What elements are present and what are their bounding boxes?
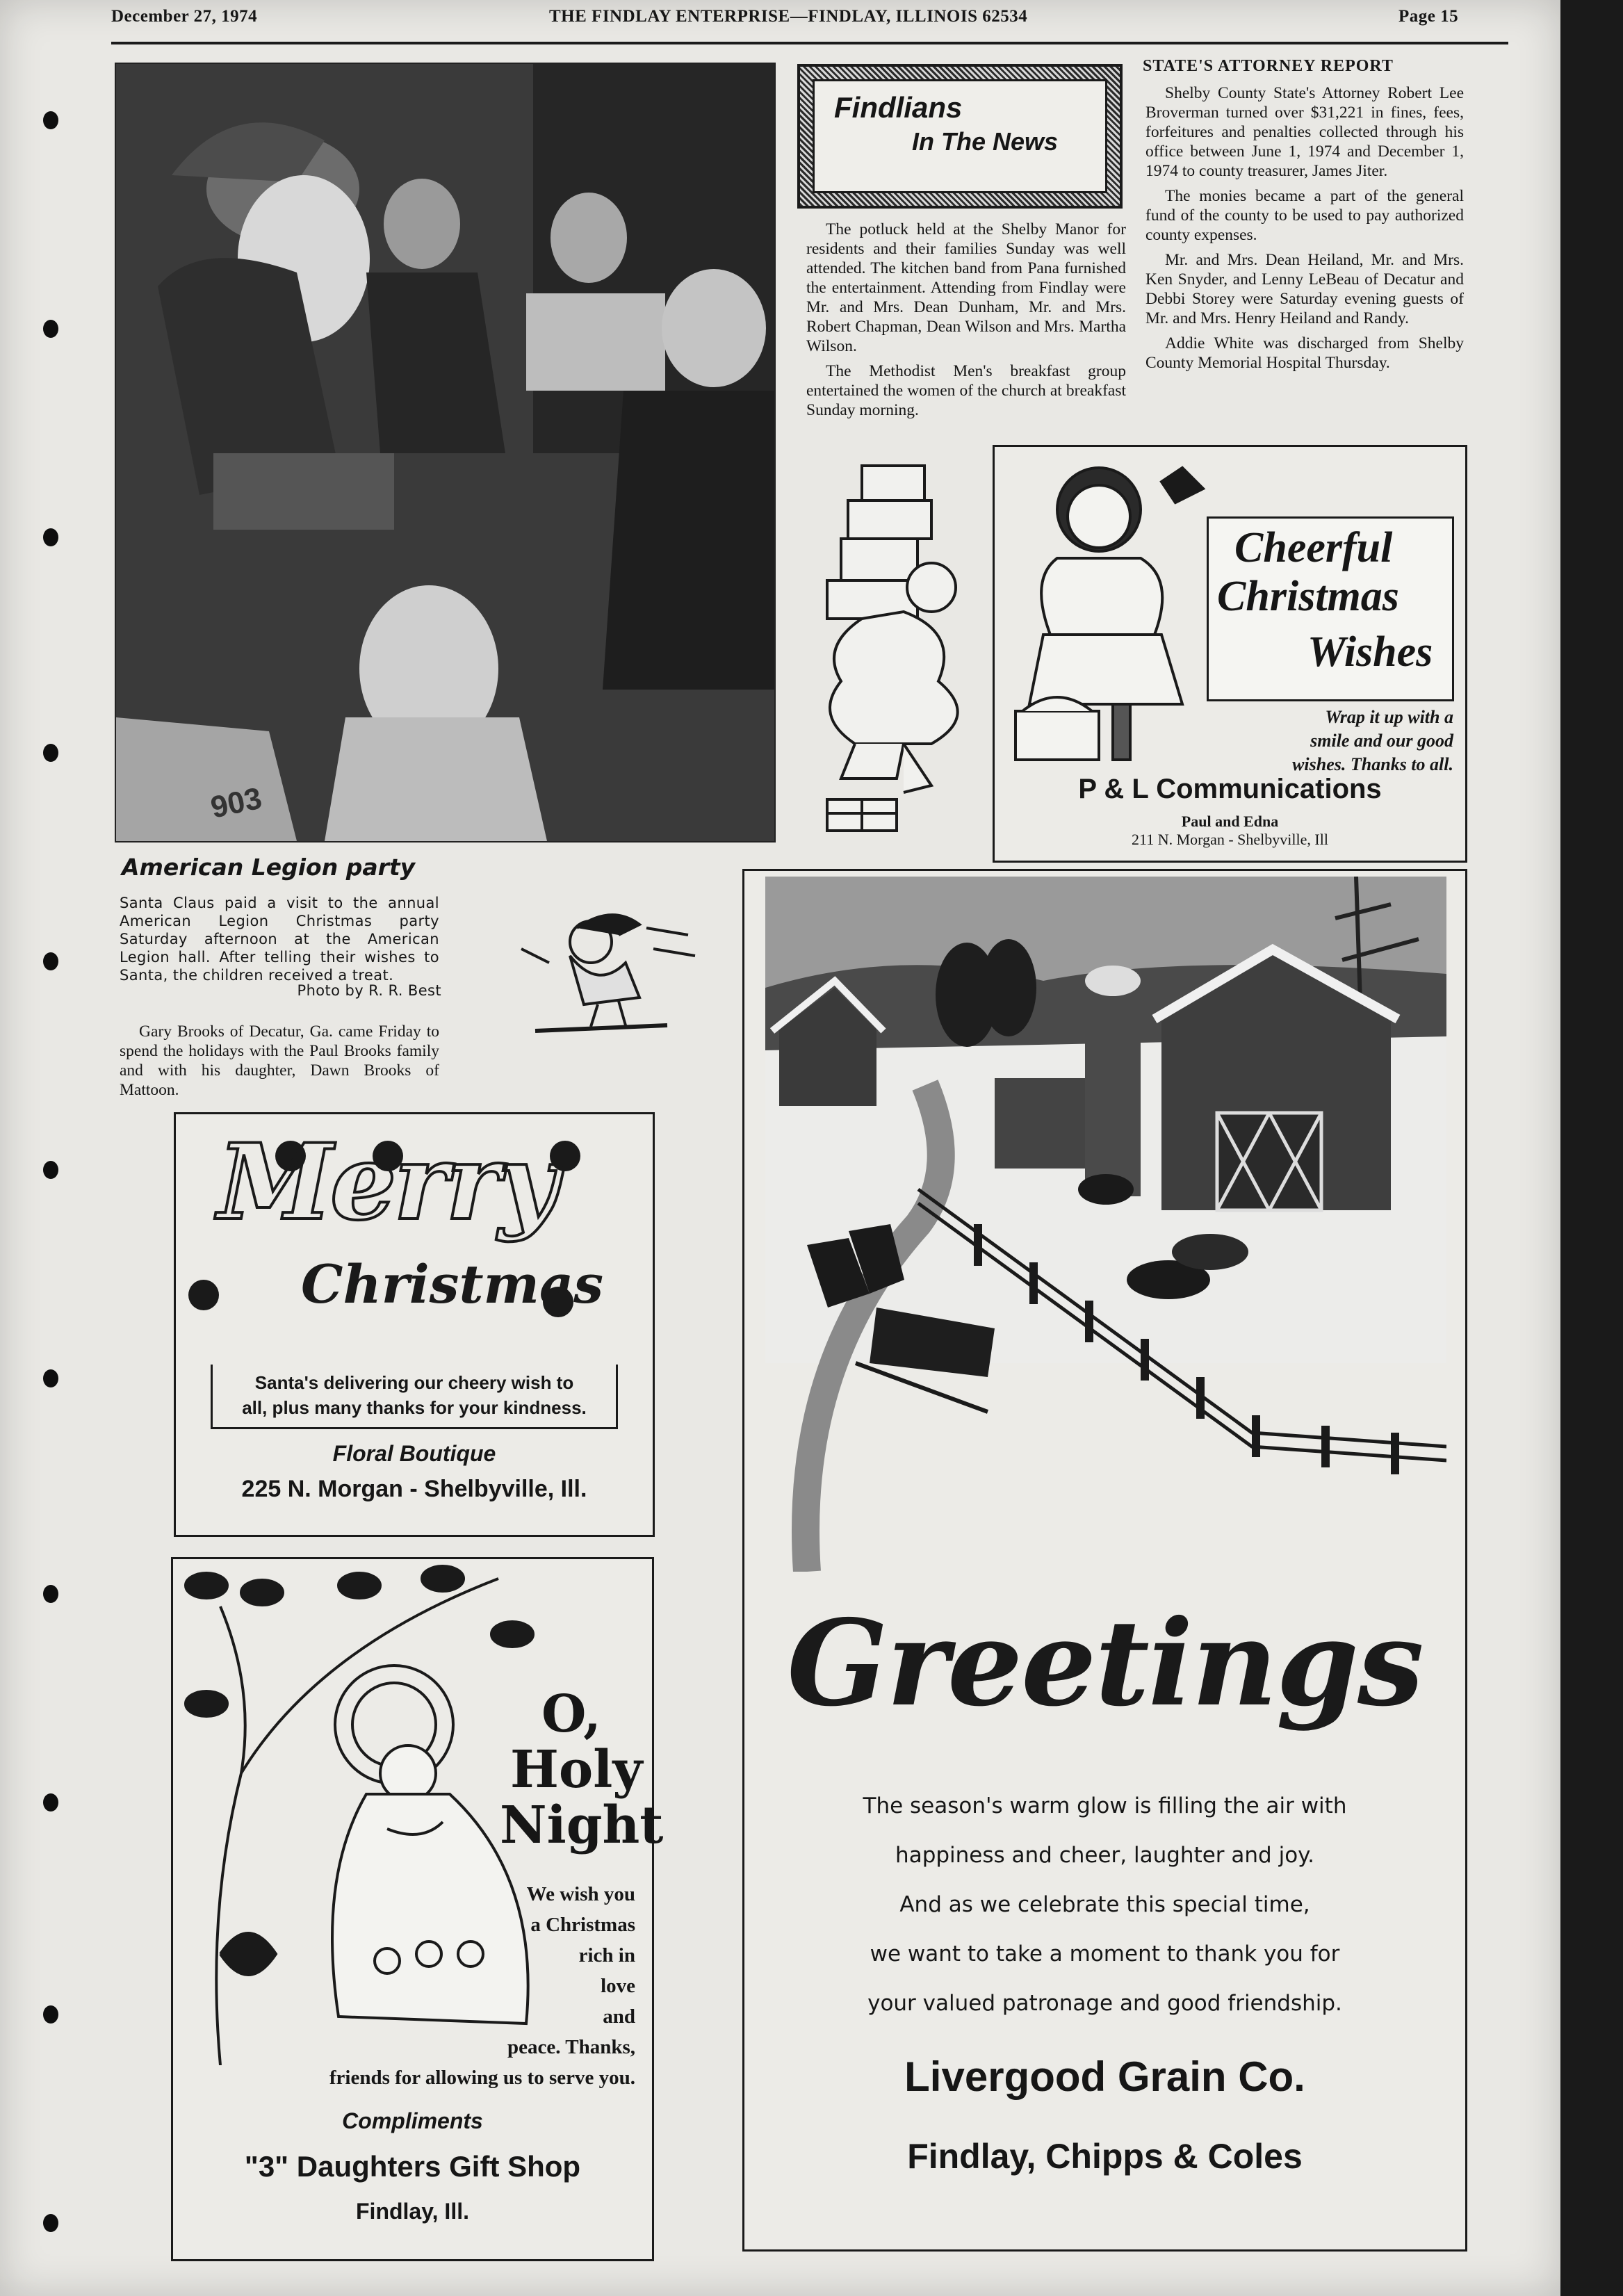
floral-boutique-ad xyxy=(174,1112,655,1537)
binder-hole xyxy=(43,111,58,129)
greeting-line: The season's warm glow is filling the air with xyxy=(863,1793,1347,1818)
pl-tagline-line: Wrap it up with a xyxy=(1325,707,1453,727)
photo-story-caption: Santa Claus paid a visit to the annual American Legion Christmas party Saturday afternoon at the American Legion hall. After telling their wishes to Santa, the children received a treat. xyxy=(120,895,439,984)
holy-night-title-3: Night xyxy=(500,1796,664,1855)
pl-script-line3: Wishes xyxy=(1307,628,1433,676)
floral-tagline-line: all, plus many thanks for your kindness. xyxy=(242,1397,587,1418)
binder-hole xyxy=(43,1585,58,1603)
daughters-message xyxy=(329,1879,635,2093)
daughters-gift-shop-ad xyxy=(171,1557,664,2261)
pl-tagline-line: wishes. Thanks to all. xyxy=(1292,754,1453,774)
binder-hole xyxy=(43,1161,58,1179)
floral-tagline-box xyxy=(211,1365,618,1429)
states-attorney-heading: STATE'S ATTORNEY REPORT xyxy=(1143,57,1394,75)
binder-hole xyxy=(43,2214,58,2232)
floral-address: 225 N. Morgan - Shelbyville, Ill. xyxy=(241,1476,587,1502)
daughters-town: Findlay, Ill. xyxy=(356,2199,469,2224)
legion-party-photo xyxy=(115,63,776,842)
pl-communications-ad xyxy=(993,445,1467,863)
masthead-rule xyxy=(111,42,1508,44)
greeting-line: your valued patronage and good friendship. xyxy=(867,1991,1342,2016)
message-line: friends for allowing us to serve you. xyxy=(329,2067,635,2089)
message-line: peace. Thanks, xyxy=(507,2036,635,2058)
greeting-line: And as we celebrate this special time, xyxy=(899,1892,1310,1917)
binder-hole xyxy=(43,2005,58,2024)
greeting-line: we want to take a moment to thank you for xyxy=(870,1941,1340,1967)
issue-date: December 27, 1974 xyxy=(111,7,258,26)
page-number: Page 15 xyxy=(1398,7,1459,26)
attorney-paragraph: Shelby County State's Attorney Robert Lee Broverman turned over $31,221 in fines, fees, forfeitures and penalties collected through his office between June 1, 1974 and December 1, 1974 to county treasurer, James Jiter. xyxy=(1145,84,1464,180)
livergood-message xyxy=(744,1782,1465,2028)
farm-sleigh-scene-icon xyxy=(765,877,1446,1572)
findlians-column xyxy=(806,220,1126,425)
findlians-subtitle: In The News xyxy=(912,127,1059,156)
pl-tagline-line: smile and our good xyxy=(1310,731,1453,751)
greetings-title: Greetings xyxy=(787,1594,1423,1733)
findlians-title: Findlians xyxy=(834,91,963,124)
findlians-header-box xyxy=(797,64,1123,209)
santa-skiing-icon xyxy=(507,907,709,1046)
findlians-paragraph: The potluck held at the Shelby Manor for residents and their families Sunday was well attended. The kitchen band from Pana furnished the entertainment. Attending from Findlay were Mr. and Mrs. Dean Dunham, Mr. and Mrs. Robert Chapman, Dean Wilson and Mrs. Martha Wilson. xyxy=(806,220,1126,355)
pl-business-name: P & L Communications xyxy=(1078,774,1382,804)
livergood-business-name: Livergood Grain Co. xyxy=(904,2053,1305,2100)
livergood-towns: Findlay, Chipps & Coles xyxy=(907,2137,1303,2176)
floral-tagline-line: Santa's delivering our cheery wish to xyxy=(254,1372,574,1393)
binder-hole xyxy=(43,1793,58,1811)
christmas-title: Christmas xyxy=(301,1253,603,1315)
photo-box-text: 903 xyxy=(207,781,265,825)
message-line: and xyxy=(603,2005,635,2028)
brief-brooks: Gary Brooks of Decatur, Ga. came Friday to spend the holidays with the Paul Brooks family and with his daughter, Dawn Brooks of Mattoon. xyxy=(120,1023,439,1099)
pl-script-line1: Cheerful xyxy=(1234,524,1393,571)
merry-title: Merry xyxy=(218,1121,556,1244)
attorney-paragraph: Mr. and Mrs. Dean Heiland, Mr. and Mrs. Ken Snyder, and Lenny LeBeau of Decatur and Debbi Storey were Saturday evening guests of Mr. and Mrs. Henry Heiland and Randy. xyxy=(1145,251,1464,327)
binder-hole xyxy=(43,1369,58,1387)
message-line: love xyxy=(601,1975,635,1997)
pl-owners: Paul and Edna xyxy=(1181,813,1279,830)
greeting-line: happiness and cheer, laughter and joy. xyxy=(895,1843,1314,1868)
compliments-label: Compliments xyxy=(342,2108,483,2133)
states-attorney-column xyxy=(1145,83,1464,378)
photo-credit: Photo by R. R. Best xyxy=(297,982,441,999)
holy-night-title-1: O, xyxy=(541,1684,601,1744)
binder-hole xyxy=(43,320,58,338)
attorney-paragraph: Addie White was discharged from Shelby County Memorial Hospital Thursday. xyxy=(1145,334,1464,372)
pl-tagline xyxy=(1231,706,1453,776)
attorney-paragraph: The monies became a part of the general fund of the county to be used to pay authorized county expenses. xyxy=(1145,187,1464,244)
floral-business-name: Floral Boutique xyxy=(332,1441,496,1466)
holy-night-title-2: Holy xyxy=(510,1740,643,1800)
santa-presents-icon xyxy=(799,452,987,841)
photo-story-title: American Legion party xyxy=(122,854,416,881)
message-line: rich in xyxy=(578,1944,635,1967)
binder-hole xyxy=(43,528,58,546)
message-line: We wish you xyxy=(526,1883,635,1905)
livergood-grain-ad xyxy=(742,869,1467,2252)
pl-address: 211 N. Morgan - Shelbyville, Ill xyxy=(1132,831,1328,848)
binder-hole xyxy=(43,952,58,970)
pl-script-line2: Christmas xyxy=(1217,573,1399,620)
message-line: a Christmas xyxy=(530,1914,635,1936)
findlians-paragraph: The Methodist Men's breakfast group entertained the women of the church at breakfast Sunday morning. xyxy=(806,362,1126,419)
daughters-business-name: "3" Daughters Gift Shop xyxy=(244,2150,581,2183)
paper-name: THE FINDLAY ENTERPRISE—FINDLAY, ILLINOIS 62534 xyxy=(549,7,1028,26)
binder-hole xyxy=(43,744,58,762)
